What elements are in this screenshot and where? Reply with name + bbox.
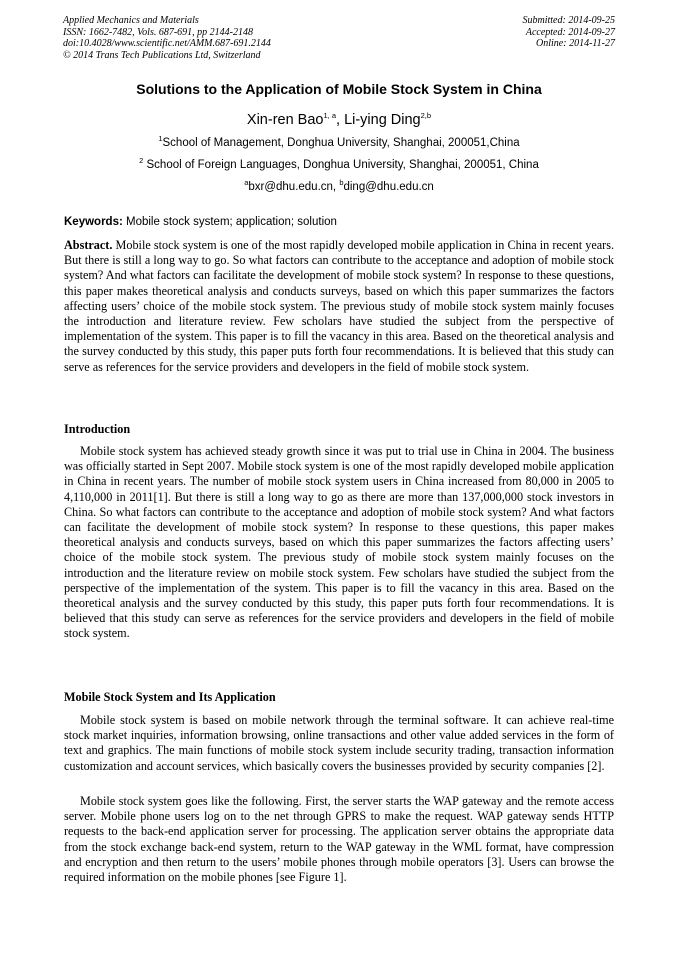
abstract-label: Abstract.: [64, 238, 113, 252]
author-1: Xin-ren Bao: [246, 112, 324, 128]
paper-title: Solutions to the Application of Mobile Stock System in China: [136, 81, 542, 97]
introduction-paragraph: Mobile stock system has achieved steady growth since it was put to trial use in China in 2004. The business was officially started in Sept 2007. Mobile stock system is one of the most rapidly developed mobile application in China in recent years. The number of mobile stock system users in China increased from 80,000 in 2005 to 4,110,000 in 2011[1]. But there is still a long way to go as there are more than 137,000,000 stock investors in China. So what factors can contribute to the acceptance and adoption of mobile stock system? And what factors can facilitate the development of mobile stock system? In response to these questions, this paper makes theoretical analysis and conducts surveys, based on which this paper summarizes the factors affecting users’ choice of the mobile stock system. The previous study of mobile stock system mainly focuses on the introduction and the literature review on mobile stock system. Few scholars have studied the subject from the perspective of the implementation of the system. This paper is to fill the vacancy in this area. Based on the theoretical analysis and the survey conducted by this study, this paper puts forth four recommendations. It is believed that this study can serve as references for the service providers and developers in the field of mobile stock system.: [64, 444, 614, 641]
affiliation-2-text: School of Foreign Languages, Donghua University, Shanghai, 200051, China: [143, 159, 539, 171]
online-date: Online: 2014-11-27: [536, 38, 615, 49]
author-1-sup: 1, a: [323, 111, 336, 121]
affiliation-1: [40, 134, 638, 149]
abstract-text: Mobile stock system is one of the most rapidly developed mobile application in China in recent years. But there is still a long way to go. So what factors can contribute to the acceptance and adoption of mobile stock system? And what factors can facilitate the development of mobile stock system? In response to these questions, this paper makes theoretical analysis and conducts surveys, based on which this paper summarizes the factors affecting users’ choice of the mobile stock system. The previous study of mobile stock system mainly focuses the introduction and literature review. Few scholars have studied the subject from the perspective of implementation of the system. This paper is to fill the vacancy in this area. Based on the theoretical analysis and the survey conducted by this study, this paper puts forth four recommendations. It is believed that this study can serve as references for the service providers and developers in the field of mobile stock system.: [64, 238, 614, 374]
email-2[interactable]: ding@dhu.edu.cn: [343, 181, 434, 193]
email-1-sup: a: [244, 178, 249, 188]
journal-header-left: [63, 15, 271, 61]
section2-paragraph-1: Mobile stock system is based on mobile network through the terminal software. It can achieve real-time stock market inquiries, information browsing, online transactions and other value added services in the form of text and graphics. The main functions of mobile stock system include security trading, transaction information customization and account services, which basically covers the businesses provided by security companies [2].: [64, 713, 614, 773]
issn-line: ISSN: 1662-7482, Vols. 687-691, pp 2144-2148: [63, 26, 253, 38]
section2-paragraph-2: Mobile stock system goes like the following. First, the server starts the WAP gateway and the remote access server. Mobile phone users log on to the net through GPRS to make the request. WAP gateway sends HTTP requests to the back-end application server for processing. The application server obtains the appropriate data from the stock exchange back-end system, return to the WAP gateway in the WML format, have compression and encryption and then return to the users’ mobile phones through mobile operators [3]. Users can browse the required information on the mobile phones [see Figure 1].: [64, 794, 614, 885]
keywords-text: Mobile stock system; application; solution: [122, 216, 337, 228]
section-heading-introduction: Introduction: [64, 422, 131, 436]
author-separator: ,: [336, 112, 345, 128]
keywords-label: Keywords:: [64, 216, 123, 228]
email-line: [40, 178, 638, 193]
abstract-paragraph: [64, 238, 614, 375]
email-2-sup: b: [339, 178, 344, 188]
email-1[interactable]: bxr@dhu.edu.cn,: [248, 181, 340, 193]
affiliation-2-sup: 2: [139, 156, 144, 166]
keywords-line: [64, 216, 614, 228]
affiliation-1-text: School of Management, Donghua University, Shanghai, 200051,China: [162, 137, 520, 149]
journal-name: Applied Mechanics and Materials: [63, 15, 199, 26]
accepted-date: Accepted: 2014-09-27: [525, 26, 615, 38]
doi-line: doi:10.4028/www.scientific.net/AMM.687-691.2144: [63, 38, 271, 49]
submitted-date: Submitted: 2014-09-25: [522, 15, 615, 26]
affiliation-2: [40, 156, 638, 171]
journal-header-right: [523, 15, 616, 50]
section-heading-mobile-stock-system: Mobile Stock System and Its Application: [64, 690, 276, 704]
author-2-sup: 2,b: [420, 111, 432, 121]
author-2: Li-ying Ding: [344, 112, 421, 128]
affiliation-1-sup: 1: [158, 134, 163, 144]
author-line: [40, 112, 638, 128]
copyright-line: © 2014 Trans Tech Publications Ltd, Switzerland: [63, 49, 261, 61]
